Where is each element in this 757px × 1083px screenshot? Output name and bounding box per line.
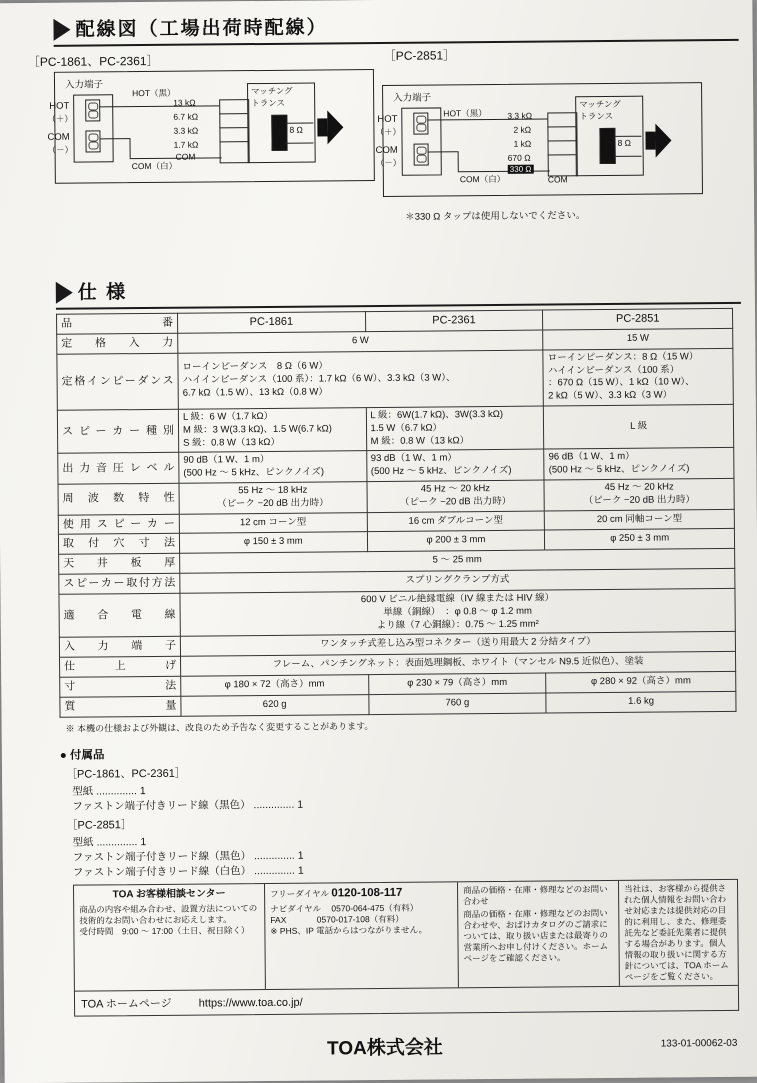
wiring-section-title: 配線図（工場出荷時配線） bbox=[75, 17, 328, 41]
diagram-left-model: ［PC-1861、PC-2361］ bbox=[27, 53, 159, 70]
list-item: ファストン端子付きリード線（黒色） .............. 1 bbox=[72, 798, 304, 813]
terminal-hot-right bbox=[413, 113, 428, 135]
spec-row-label: 質 量 bbox=[60, 696, 181, 717]
diagram-right-model: ［PC-2851］ bbox=[383, 48, 456, 63]
spec-row-label: 出力音圧レベル bbox=[58, 453, 179, 485]
diagram-left-com-wire-label: COM（白） bbox=[131, 160, 178, 172]
terminal-com bbox=[85, 130, 100, 152]
footer-phone-block bbox=[265, 882, 459, 989]
spec-row-label: 天 井 板 厚 bbox=[59, 554, 180, 575]
diagram-right bbox=[375, 82, 703, 197]
spec-cell: ローインピーダンス 8 Ω（6 W） ハイインピーダンス（100 系）：1.7 kΩ（6 W）、3.3 kΩ（3 W）、 6.7 kΩ（1.5 W）、13 kΩ（0.8 W） bbox=[178, 350, 544, 409]
wiring-section-header bbox=[13, 7, 738, 47]
spec-cell: フレーム、パンチングネット：表面処理鋼板、ホワイト（マンセル N9.5 近似色）、塗装 bbox=[181, 652, 736, 677]
spec-cell: 45 Hz 〜 20 kHz （ピーク −20 dB 出力時） bbox=[366, 480, 544, 512]
tap-right-label-1: 2 kΩ bbox=[513, 124, 532, 135]
spec-cell: 55 Hz 〜 18 kHz （ピーク −20 dB 出力時） bbox=[179, 482, 367, 514]
spec-cell: 93 dB（1 W、1 m） (500 Hz 〜 5 kHz、ピンクノイズ) bbox=[366, 449, 544, 481]
transformer-label-line2: トランス bbox=[251, 97, 285, 109]
spec-cell: 16 cm ダブルコーン型 bbox=[367, 511, 545, 532]
transformer-right-core bbox=[599, 128, 615, 164]
footer-freedial-label: フリーダイヤル bbox=[270, 888, 330, 899]
diagram-right-com-sign: （－） bbox=[375, 157, 402, 169]
footer-center-body: 商品の内容や組み合わせ、設置方法についての技術的なお問い合わせにお応えします。 受付時間 9:00 〜 17:00（土日、祝日除く） bbox=[79, 902, 258, 937]
list-item: ファストン端子付きリード線（白色） .............. 1 bbox=[72, 864, 304, 879]
diagram-left-input-terminal-label: 入力端子 bbox=[64, 79, 104, 91]
spec-cell: 15 W bbox=[543, 328, 733, 349]
accessories-heading: ● 付属品 bbox=[59, 749, 105, 762]
spec-cell: φ 180 × 72（高さ）mm bbox=[181, 675, 369, 696]
tap-right-label-0: 3.3 kΩ bbox=[507, 110, 533, 121]
footer-privacy-block bbox=[619, 879, 738, 985]
tap-label-2: 3.3 kΩ bbox=[173, 125, 199, 136]
spec-cell: 6 W bbox=[178, 330, 543, 353]
diagram-left-tap-block bbox=[219, 99, 250, 163]
spec-cell: L 級：6W(1.7 kΩ)、3W(3.3 kΩ) 1.5 W（6.7 kΩ） M 級：0.8 W（13 kΩ） bbox=[366, 406, 544, 451]
list-item: 型紙 .............. 1 bbox=[72, 835, 147, 849]
triangle-bullet-icon bbox=[53, 19, 70, 41]
diagram-left-com-sign: （－） bbox=[47, 144, 74, 155]
table-row bbox=[59, 588, 735, 637]
footer-privacy-body: 当社は、お客様から提供された個人情報をお問い合わせ対応または提供対応の目的に利用し、また、修理委託先など委託先業者に提供する場合があります。個人情報の取り扱いに関する方針については、TOA ホームページをご覧ください。 bbox=[624, 882, 729, 982]
diagram-left bbox=[47, 69, 375, 184]
spec-cell: 12 cm コーン型 bbox=[179, 512, 367, 533]
spec-cell: φ 230 × 79（高さ）mm bbox=[368, 673, 546, 694]
wire-com bbox=[99, 138, 129, 139]
table-row bbox=[57, 348, 733, 410]
spec-row-label: 使用スピーカー bbox=[58, 514, 179, 535]
diagram-right-com-label: COM bbox=[375, 144, 398, 157]
tap-right-label-3: 670 Ω bbox=[507, 152, 531, 163]
spec-cell: φ 250 ± 3 mm bbox=[545, 529, 735, 550]
spec-cell: φ 200 ± 3 mm bbox=[367, 531, 545, 552]
footer-homepage-label: TOA ホームページ bbox=[80, 997, 172, 1011]
footer-navidial-label: ナビダイヤル bbox=[270, 903, 322, 914]
footer-inquiry-block bbox=[458, 880, 620, 987]
footer-inquiry-body: 商品の価格・在庫・修理などのお問い合わせや、おばけカタログのご請求については、取り扱い店または最寄りの営業所へお申し付けください。ホームページをご確認ください。 bbox=[463, 907, 609, 964]
tap-right-label-2: 1 kΩ bbox=[513, 138, 532, 149]
spec-header-model-3: PC-2851 bbox=[543, 308, 733, 329]
tap-label-0: 13 kΩ bbox=[173, 97, 196, 108]
transformer-right-label-line2: トランス bbox=[579, 110, 614, 122]
diagram-left-hot-wire-label: HOT（黒） bbox=[132, 87, 176, 99]
spec-cell: 5 〜 25 mm bbox=[180, 549, 735, 574]
spec-cell: L 級 bbox=[544, 404, 734, 449]
spec-header-model-2: PC-2361 bbox=[365, 310, 543, 331]
diagram-right-tap-block bbox=[547, 112, 578, 176]
spec-cell: 96 dB（1 W、1 m） (500 Hz 〜 5 kHz、ピンクノイズ) bbox=[544, 448, 734, 480]
diagram-left-hot-sign: （＋） bbox=[47, 113, 73, 124]
spec-cell: ワンタッチ式差し込み型コネクター（送り用最大 2 分結タイプ） bbox=[180, 632, 735, 657]
spec-cell: 1.6 kg bbox=[546, 691, 736, 712]
spec-footnote: ※ 本機の仕様および外観は、改良のため予告なく変更することがあります。 bbox=[65, 720, 374, 734]
footer-phone-note: ※ PHS、IP 電話からはつながりません。 bbox=[270, 924, 428, 936]
footer-contact-center bbox=[74, 884, 266, 991]
spec-row-label: 入 力 端 子 bbox=[59, 637, 180, 658]
diagram-right-hot-label: HOT bbox=[377, 113, 398, 125]
spec-row-label: 取 付 穴 寸 法 bbox=[58, 534, 179, 555]
tap-right-highlight: 330 Ω bbox=[509, 164, 532, 174]
diagram-right-impedance: 8 Ω bbox=[617, 137, 632, 148]
spec-cell: φ 150 ± 3 mm bbox=[179, 532, 367, 553]
company-brand: TOA株式会社 bbox=[326, 1037, 443, 1060]
spec-cell: L 級：6 W（1.7 kΩ） M 級：3 W(3.3 kΩ)、1.5 W(6.7 kΩ) S 級：0.8 W（13 kΩ） bbox=[178, 408, 366, 453]
spec-row-label: 定 格 入 力 bbox=[57, 333, 178, 354]
spec-cell: スプリングクランプ方式 bbox=[180, 569, 735, 594]
spec-cell: ローインピーダンス：8 Ω（15 W） ハイインピーダンス（100 系） ：670 Ω（15 W）、1 kΩ（10 W）、 2 kΩ（5 W）、3.3 kΩ（3 W） bbox=[543, 348, 733, 406]
tap-right-label-com: COM bbox=[547, 174, 568, 185]
list-item: 型紙 .............. 1 bbox=[72, 784, 146, 798]
triangle-bullet-icon-2 bbox=[56, 282, 73, 304]
spec-section-header bbox=[16, 270, 741, 310]
diagram-left-hot-label: HOT bbox=[49, 100, 70, 112]
footer-fax-label: FAX bbox=[270, 914, 287, 925]
spec-cell: 620 g bbox=[181, 695, 369, 716]
accessories-block bbox=[60, 741, 746, 880]
terminal-hot bbox=[85, 99, 100, 121]
wire-hot bbox=[99, 105, 219, 107]
spec-cell: 600 V ビニル絶縁電線（IV 線または HIV 線） 単線（銅線） ：φ 0.8 〜 φ 1.2 mm より線（7 心銅線）：0.75 〜 1.25 mm² bbox=[180, 588, 735, 636]
footer-fax-number: 0570-017-108（有料） bbox=[316, 913, 404, 925]
spec-cell: 90 dB（1 W、1 m） (500 Hz 〜 5 kHz、ピンクノイズ) bbox=[179, 451, 367, 483]
spec-row-label: 仕 上 げ bbox=[60, 657, 181, 678]
spec-header-label: 品 番 bbox=[57, 313, 178, 334]
diagram-right-hot-sign: （＋） bbox=[375, 126, 401, 138]
transformer-label-line1: マッチング bbox=[251, 85, 293, 97]
spec-cell: φ 280 × 92（高さ）mm bbox=[546, 672, 736, 693]
diagram-right-hot-wire-label: HOT（黒） bbox=[443, 108, 487, 119]
transformer-right-label-line1: マッチング bbox=[579, 98, 621, 110]
diagram-right-note: ＊330 Ω タップは使用しないでください。 bbox=[405, 210, 586, 223]
tap-label-com: COM bbox=[175, 151, 196, 162]
spec-header-model-1: PC-1861 bbox=[178, 312, 366, 333]
footer-freedial-number: 0120-108-117 bbox=[331, 886, 403, 900]
footer-navidial-number: 0570-064-475（有料） bbox=[331, 902, 419, 913]
diagram-right-com-wire-label: COM（白） bbox=[459, 173, 506, 185]
spec-row-label: スピーカー種別 bbox=[57, 409, 178, 453]
spec-section-title: 仕 様 bbox=[77, 282, 128, 304]
spec-cell: 20 cm 同軸コーン型 bbox=[545, 509, 735, 530]
spec-row-label: 定格インピーダンス bbox=[57, 353, 178, 410]
tap-label-1: 6.7 kΩ bbox=[173, 111, 199, 122]
spec-table bbox=[56, 308, 736, 718]
accessories-group2-title: ［PC-2851］ bbox=[66, 818, 132, 832]
spec-row-label: 寸 法 bbox=[60, 676, 181, 697]
footer-homepage-url[interactable]: https://www.toa.co.jp/ bbox=[198, 996, 303, 1010]
list-item: ファストン端子付きリード線（黒色） .............. 1 bbox=[72, 849, 304, 864]
wire-com-drop bbox=[129, 138, 130, 158]
table-row bbox=[57, 404, 733, 453]
tap-label-3: 1.7 kΩ bbox=[173, 139, 199, 150]
accessories-group1-title: ［PC-1861、PC-2361］ bbox=[65, 767, 186, 781]
diagram-left-com-label: COM bbox=[47, 131, 70, 143]
footer-box bbox=[73, 878, 739, 1016]
spec-row-label: 周 波 数 特 性 bbox=[58, 483, 179, 515]
diagram-right-input-terminal-label: 入力端子 bbox=[393, 92, 432, 104]
spec-row-label: 適 合 電 線 bbox=[59, 593, 180, 637]
spec-row-label: スピーカー取付方法 bbox=[59, 573, 180, 594]
document-id: 133-01-00062-03 bbox=[660, 1037, 738, 1050]
diagram-left-impedance: 8 Ω bbox=[289, 124, 303, 135]
spec-cell: 45 Hz 〜 20 kHz （ピーク −20 dB 出力時） bbox=[544, 478, 734, 510]
terminal-com-right bbox=[414, 144, 429, 166]
footer-inquiry-title: 商品の価格・在庫・修理などのお問い合わせ bbox=[463, 883, 608, 906]
footer-center-title: TOA お客様相談センター bbox=[112, 887, 226, 900]
spec-cell: 760 g bbox=[368, 693, 546, 714]
transformer-core bbox=[271, 115, 287, 151]
